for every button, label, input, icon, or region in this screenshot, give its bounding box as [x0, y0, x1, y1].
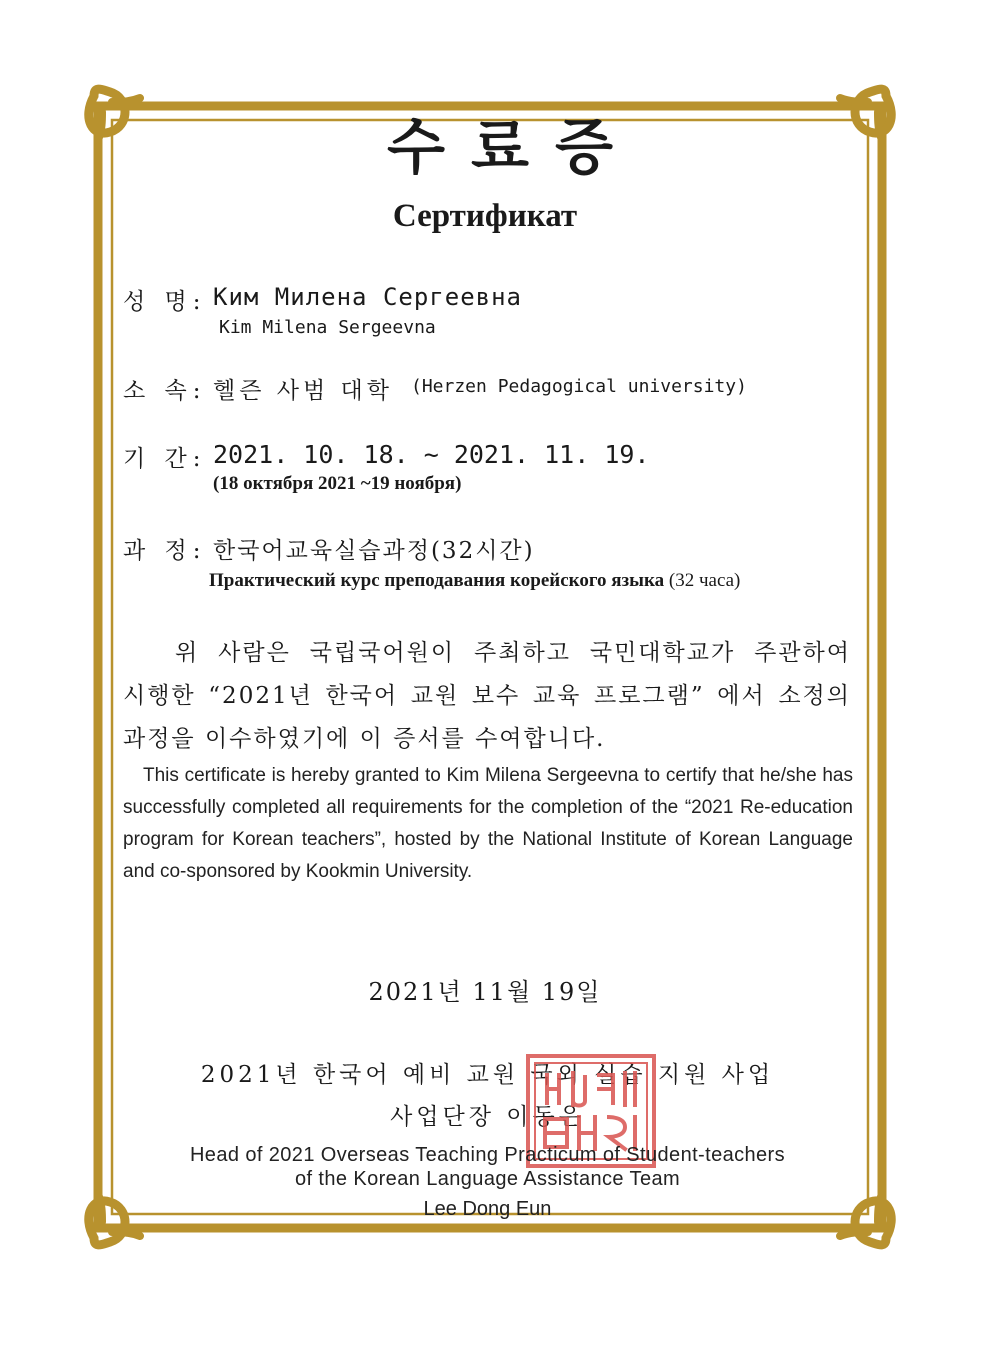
issuer-english-name: Lee Dong Eun: [423, 1198, 552, 1220]
course-label: 과 정:: [123, 538, 207, 564]
name-value-english: Kim Milena Sergeevna: [219, 317, 436, 338]
issuer-title-korean: 사업단장 이동은: [390, 1104, 585, 1130]
body-english-text: This certificate is hereby granted to Kim Milena Sergeevna to certify that he/she has successfully completed all requirements for the completion of the “2021 Re-education program for Korean teachers”, hosted by the National Institute of Korean Language and co-sponsored by Kookmin University.: [123, 765, 853, 882]
issuer-english-line-2: of the Korean Language Assistance Team: [294, 1168, 681, 1190]
body-english: [123, 760, 853, 888]
course-value-korean: 한국어교육실습과정(32시간): [213, 538, 535, 564]
affiliation-value-english: (Herzen Pedagogical university): [411, 376, 747, 397]
body-korean-line: 과정을 이수하였기에 이 증서를 수여합니다.: [123, 726, 606, 752]
course-value-russian-line: [209, 570, 740, 592]
period-value: 2021. 10. 18. ~ 2021. 11. 19.: [213, 440, 650, 469]
affiliation-value-korean: 헬즌 사범 대학: [213, 378, 393, 404]
body-korean-line: 시행한 “2021년 한국어 교원 보수 교육 프로그램” 에서 소정의: [123, 683, 851, 709]
issuer-org-korean: 2021년 한국어 예비 교원 국외 실습 지원 사업: [200, 1062, 775, 1088]
body-korean-line: 위 사람은 국립국어원이 주최하고 국민대학교가 주관하여: [175, 640, 851, 666]
name-label: 성 명:: [123, 289, 207, 315]
title-korean: 수료증: [387, 113, 639, 183]
affiliation-label: 소 속:: [123, 378, 207, 404]
period-label: 기 간:: [123, 446, 207, 472]
name-value-russian: Ким Милена Сергеевна: [213, 283, 522, 311]
issuer-english-line-1: Head of 2021 Overseas Teaching Practicum of Student-teachers: [189, 1144, 786, 1166]
title-russian: Сертификат: [392, 198, 578, 234]
period-value-russian: (18 октября 2021 ~19 ноября): [213, 473, 462, 494]
course-value-russian: Практический курс преподавания корейского языка: [209, 570, 665, 591]
issue-date: 2021년 11월 19일: [368, 978, 602, 1006]
course-hours-russian: (32 часа): [668, 570, 741, 591]
body-korean: [123, 632, 851, 761]
